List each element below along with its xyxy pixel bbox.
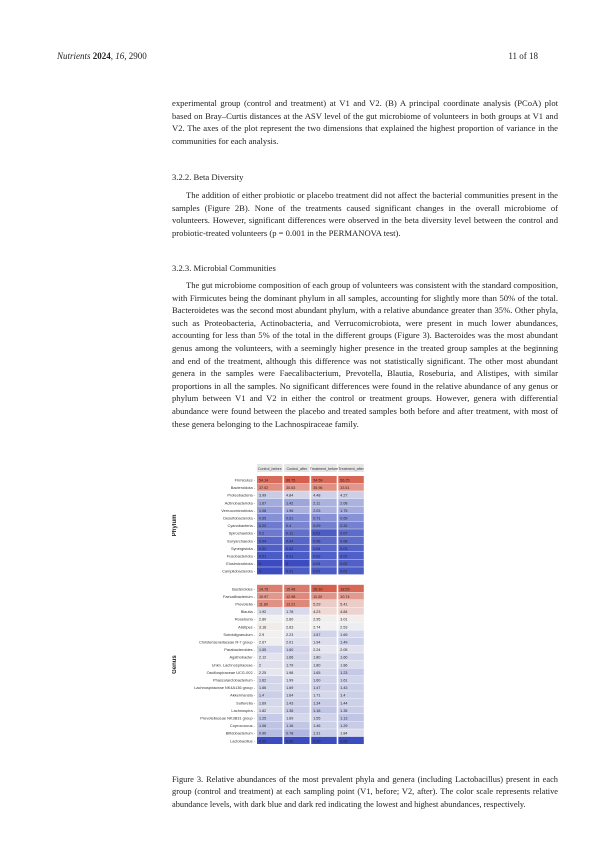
row-label: Firmicutes - (234, 477, 255, 483)
heatmap-cell-value: 2.80 (259, 617, 267, 622)
section-heading-beta-diversity: 3.2.2. Beta Diversity (172, 172, 244, 182)
heatmap-cell-value: 4.23 (313, 610, 321, 615)
heatmap-cell-value: 4.84 (340, 610, 348, 615)
journal-name: Nutrients (57, 51, 91, 61)
row-label: Agathobacter - (229, 654, 255, 660)
paragraph-beta-diversity-text: The addition of either probiotic or placebo treatment did not affect the bacterial communities present in the samples (Figure 2B). None of the treatments caused significant changes in the overall microbiome of volunteers. However, significant differences were observed in the beta diversity level between the control and probiotic-treated volunteers (p = 0.001 in the PERMANOVA test). (172, 190, 558, 238)
heatmap-cell-value: 1.69 (259, 701, 267, 706)
heatmap-cell-value: 1.78 (286, 610, 294, 615)
row-label: Christensenellaceae R-7 group - (198, 639, 255, 645)
heatmap-cell-value: 2.25 (259, 670, 267, 675)
heatmap-cell-value: 0.4 (286, 524, 292, 529)
column-header-label: Treatment_before (309, 467, 339, 471)
heatmap-cell-value: 1.60 (313, 678, 321, 683)
row-label: Lactobacillus - (230, 738, 255, 744)
heatmap-cell-value: 1.62 (259, 678, 267, 683)
row-label: Coprococcus - (229, 723, 255, 729)
heatmap-cell-value: 1.96 (286, 508, 294, 513)
heatmap-cell-value: 2.12 (259, 655, 267, 660)
heatmap-cell-value: 11.30 (313, 594, 323, 599)
row-label: Akkermansia - (230, 692, 255, 698)
figure-3-heatmap (172, 464, 558, 806)
heatmap-cell-value: 1.80 (313, 663, 321, 668)
column-header-label: Control_before (257, 467, 282, 471)
heatmap-cell-value: 1.69 (286, 716, 294, 721)
heatmap-cell-value: 54.14 (259, 478, 269, 483)
heatmap-cell-value: 1.67 (259, 501, 267, 506)
heatmap-cell-value: 1.94 (313, 640, 321, 645)
heatmap-cell-value: 4.27 (340, 493, 348, 498)
heatmap-cell-value: 0.01 (286, 569, 294, 574)
row-label: Faecalibacterium - (222, 593, 255, 599)
heatmap-cell-value: 0.00 (340, 739, 348, 744)
heatmap-cell-value: 2.03 (313, 508, 321, 513)
heatmap-cell-value: 2.63 (286, 625, 294, 630)
heatmap-cell-value: 0.01 (313, 531, 321, 536)
heatmap-cell-value: 0.08 (340, 539, 348, 544)
group-label: Phylum (172, 514, 178, 537)
row-label: Subdoligranulum - (223, 631, 255, 637)
row-label: Proteobacteria - (227, 492, 255, 498)
row-label: Actinobacteriota - (224, 500, 255, 506)
heatmap-cell-value: 1.4 (340, 693, 346, 698)
heatmap-cell-value: 1.99 (286, 678, 294, 683)
group-label: Genus (172, 655, 178, 674)
heatmap-cell-value: 1.16 (313, 708, 321, 713)
heatmap-cell-value: 1.42 (286, 501, 294, 506)
heatmap-cell-value: 1.49 (340, 640, 348, 645)
heatmap-cell-value: 54.59 (313, 478, 323, 483)
row-label: Fusobacteriota - (226, 553, 255, 559)
heatmap-cell-value: 0.90 (259, 731, 267, 736)
heatmap-cell-value: 1.64 (286, 693, 294, 698)
heatmap-cell-value: 1.44 (340, 701, 348, 706)
row-label: Oscillospiraceae UCG-002 - (206, 669, 255, 675)
heatmap-cell-value: 0.00 (259, 739, 267, 744)
heatmap-cell-value: 0.00 (313, 739, 321, 744)
heatmap-cell-value: 3.16 (259, 625, 267, 630)
heatmap-cell-value: 1.92 (259, 610, 267, 615)
heatmap-cell-value: 1.80 (313, 655, 321, 660)
row-label: Unkn. Lachnospiraceae - (211, 662, 255, 668)
row-label: Lachnospira - (231, 707, 255, 713)
paragraph-microbial-communities-text: The gut microbiome composition of each group of volunteers was consistent with the standard composition, with Firmicutes being the dominant phylum in all samples, accounting for slightly more than 50% of the total. Bacteroidetes was the second most abundant phylum, with a relative abundance greater than 35%. Other phyla, such as Proteobacteria, Actinobacteria, and Verrucomicrobiota, were present in much lower abundances, accounting for less than 5% of the total in the different groups (Figure 3). Bacteroides was the most abundant genus among the volunteers, with a seemingly higher presence in the treated group samples at the beginning and end of the treatment, although this difference was not statistically significant. The other most abundant genera in the samples were Faecalibacterium, Prevotella, Blautia, Roseburia, and Alistipes, with similar proportions in all the samples. No significant differences were found in the relative abundance of any genus or phylum between V1 and V2 in either the control or treatment groups. However, genera with differential abundance were found between the placebo and treated samples both before and after treatment, with most of these genera belonging to the Lachnospiraceae family. (172, 280, 558, 429)
heatmap-cell-value: 12.98 (286, 594, 296, 599)
row-label: Bacteroidota - (230, 485, 255, 491)
heatmap-cell-value: 0.02 (286, 546, 294, 551)
heatmap-cell-value: 0.01 (340, 569, 348, 574)
paragraph-beta-diversity (172, 189, 558, 239)
heatmap-cell-value: 1.84 (340, 731, 348, 736)
row-label: Elusimicrobiota - (226, 561, 255, 567)
heatmap-cell-value: 0.69 (340, 516, 348, 521)
heatmap-cell-value: 0.32 (340, 524, 348, 529)
paragraph-intro-text: experimental group (control and treatment) at V1 and V2. (B) A principal coordinate analysis (PCoA) plot based on Bray–Curtis distances at the ASV level of the gut microbiome of volunteers in both groups at V1 and V2. The axes of the plot represent the two dimensions that explained the highest proportion of variance in the communities for each analysis. (172, 98, 558, 146)
heatmap-cell-value: 2.9 (259, 632, 265, 637)
heatmap-cell-value: 15.48 (286, 587, 296, 592)
heatmap-cell-value: 56.25 (340, 478, 350, 483)
heatmap-cell-value: 1.75 (340, 508, 348, 513)
heatmap-cell-value: 0.02 (340, 562, 348, 567)
heatmap-cell-value: 0.65 (259, 516, 267, 521)
heatmap-cell-value: 1.25 (259, 716, 267, 721)
page-number: 11 of 18 (508, 51, 538, 61)
heatmap-cell-value: 2.08 (340, 501, 348, 506)
heatmap-cell-value: 4.84 (286, 493, 294, 498)
heatmap-cell-value: 1.65 (313, 670, 321, 675)
heatmap-cell-value: 2.53 (340, 625, 348, 630)
heatmap-cell-value: 33.51 (340, 486, 350, 491)
heatmap-cell-value: 0.01 (259, 554, 267, 559)
heatmap-cell-value: 0.02 (259, 546, 267, 551)
heatmap-cell-value: 0.02 (340, 554, 348, 559)
paragraph-intro (172, 97, 558, 147)
heatmap-cell-value: 0.22 (259, 524, 267, 529)
heatmap-cell-value: 1.71 (313, 693, 321, 698)
heatmap-cell-value: 1.36 (286, 708, 294, 713)
heatmap-svg (172, 464, 558, 770)
row-label: Sutterella - (236, 700, 255, 706)
row-label: Lachnospiraceae NK4A136 group - (194, 685, 255, 691)
heatmap-cell-value: 2.95 (313, 617, 321, 622)
heatmap-cell-value: 1.34 (313, 701, 321, 706)
heatmap-cell-value: 1.06 (259, 724, 267, 729)
heatmap-cell-value: 0.02 (313, 554, 321, 559)
figure-caption: Figure 3. Relative abundances of the most prevalent phyla and genera (including Lactobacillus) present in each group (control and treatment) at each sampling point (V1, before; V2, after). The color scale represents relative abundance levels, with dark blue and dark red indicating the lowest and highest abundances, respectively. (172, 775, 558, 809)
heatmap-cell-value: 1.43 (286, 701, 294, 706)
heatmap-cell-value: 37.02 (259, 486, 269, 491)
row-label: Blautia - (240, 609, 255, 615)
heatmap-cell-value: 0.07 (340, 531, 348, 536)
heatmap-cell-value: 2.67 (259, 640, 267, 645)
row-label: Synergistota - (230, 545, 255, 551)
journal-year: 2024 (92, 51, 111, 61)
heatmap-cell-value: 30.63 (286, 486, 296, 491)
heatmap-cell-value: 1.55 (259, 648, 267, 653)
heatmap-cell-value: 1.4 (259, 693, 265, 698)
heatmap-cell-value: 1.69 (286, 686, 294, 691)
row-label: Desulfobacterota - (223, 515, 255, 521)
heatmap-cell-value: 13.21 (286, 602, 296, 607)
heatmap-cell-value: 1.16 (286, 724, 294, 729)
heatmap-cell-value: 1.29 (340, 724, 348, 729)
heatmap-cell-value: 5.41 (340, 602, 348, 607)
heatmap-cell-value: 20.10 (313, 587, 323, 592)
heatmap-cell-value: 2.60 (286, 617, 294, 622)
row-label: Campilobacterota - (222, 568, 255, 574)
heatmap-cell-value: 3.01 (340, 617, 348, 622)
row-label: Prevotella - (235, 601, 255, 607)
heatmap-cell-value: 2.23 (286, 632, 294, 637)
heatmap-cell-value: 0 (286, 562, 289, 567)
heatmap-cell-value: 5.29 (313, 602, 321, 607)
heatmap-cell-value: 1.66 (259, 686, 267, 691)
heatmap-cell-value: 1.31 (313, 731, 321, 736)
heatmap-cell-value: 18.59 (340, 587, 350, 592)
heatmap-cell-value: 0.11 (286, 531, 294, 536)
heatmap-cell-value: 3.99 (259, 493, 267, 498)
row-label: Alistipes - (238, 624, 255, 630)
heatmap-cell-value: 2.74 (313, 625, 321, 630)
heatmap-cell-value: 0.2 (259, 531, 265, 536)
heatmap-cell-value: 10.97 (259, 594, 269, 599)
row-label: Roseburia - (234, 616, 255, 622)
heatmap-cell-value: 1.82 (259, 708, 267, 713)
row-label: Bifidobacterium - (225, 730, 255, 736)
row-label: Prevotellaceae NK3B31 group - (200, 715, 255, 721)
heatmap-cell-value: 0.04 (259, 539, 267, 544)
heatmap-cell-value: 1.60 (286, 648, 294, 653)
heatmap-cell-value: 0.71 (313, 516, 321, 521)
heatmap-cell-value: 1.47 (313, 686, 321, 691)
journal-volume: 16 (115, 51, 125, 61)
row-label: Spirochaetota - (228, 530, 255, 536)
heatmap-cell-value: 1.55 (313, 716, 321, 721)
heatmap-cell-value: 0 (259, 562, 262, 567)
heatmap-cell-value: 35.96 (313, 486, 323, 491)
heatmap-cell-value: 0.78 (286, 731, 294, 736)
heatmap-cell-value: 1.98 (286, 670, 294, 675)
heatmap-cell-value: 2 (259, 663, 262, 668)
heatmap-cell-value: 1.46 (313, 724, 321, 729)
heatmap-cell-value: 2.01 (286, 640, 294, 645)
row-label: Euryarchaeota - (227, 538, 255, 544)
row-label: Bacteroides - (232, 586, 255, 592)
row-label: Phascolarctobacterium - (213, 677, 255, 683)
heatmap-cell-value: 1.69 (340, 632, 348, 637)
heatmap-cell-value: 60.75 (286, 478, 296, 483)
heatmap-cell-value: 14.75 (259, 587, 269, 592)
row-label: Verrucomicrobiota - (221, 507, 255, 513)
heatmap-cell-value: 1.60 (340, 655, 348, 660)
heatmap-cell-value: 1.61 (340, 678, 348, 683)
heatmap-cell-value: 1.57 (313, 632, 321, 637)
heatmap-cell-value: 0.00 (286, 739, 294, 744)
heatmap-cell-value: 0.61 (286, 516, 294, 521)
heatmap-cell-value: 1.08 (259, 508, 267, 513)
heatmap-cell-value: 1.13 (340, 716, 348, 721)
heatmap-cell-value: 0.06 (313, 539, 321, 544)
heatmap-cell-value: 2.11 (313, 501, 321, 506)
heatmap-cell-value: 0.01 (313, 569, 321, 574)
heatmap-cell-value: 0.03 (340, 546, 348, 551)
heatmap-cell-value: 1.86 (340, 663, 348, 668)
heatmap-cell-value: 0 (259, 569, 262, 574)
heatmap-cell-value: 10.74 (340, 594, 350, 599)
heatmap-cell-value: 0.04 (286, 539, 294, 544)
heatmap-cell-value: 1.23 (340, 670, 348, 675)
heatmap-cell-value: 0.01 (286, 554, 294, 559)
heatmap-cell-value: 0.04 (313, 562, 321, 567)
column-header-label: Control_after (286, 467, 308, 471)
heatmap-cell-value: 11.89 (259, 602, 268, 607)
heatmap-cell-value: 0.29 (313, 524, 321, 529)
heatmap-cell-value: 2.24 (313, 648, 321, 653)
row-label: Parabacteroides - (224, 647, 255, 653)
heatmap-cell-value: 0.04 (313, 546, 321, 551)
column-header-label: Treatment_after (338, 467, 364, 471)
heatmap-cell-value: 1.35 (340, 708, 348, 713)
heatmap-cell-value: 1.79 (286, 663, 294, 668)
heatmap-cell-value: 2.05 (340, 648, 348, 653)
row-label: Cyanobacteria - (227, 523, 255, 529)
section-heading-microbial-communities: 3.2.3. Microbial Communities (172, 263, 276, 273)
heatmap-cell-value: 1.66 (286, 655, 294, 660)
paragraph-microbial-communities (172, 279, 558, 430)
heatmap-cell-value: 1.43 (340, 686, 348, 691)
running-header-journal: Nutrients 2024, 16, 2900 (57, 51, 147, 61)
heatmap-cell-value: 4.48 (313, 493, 321, 498)
article-number: 2900 (128, 51, 147, 61)
